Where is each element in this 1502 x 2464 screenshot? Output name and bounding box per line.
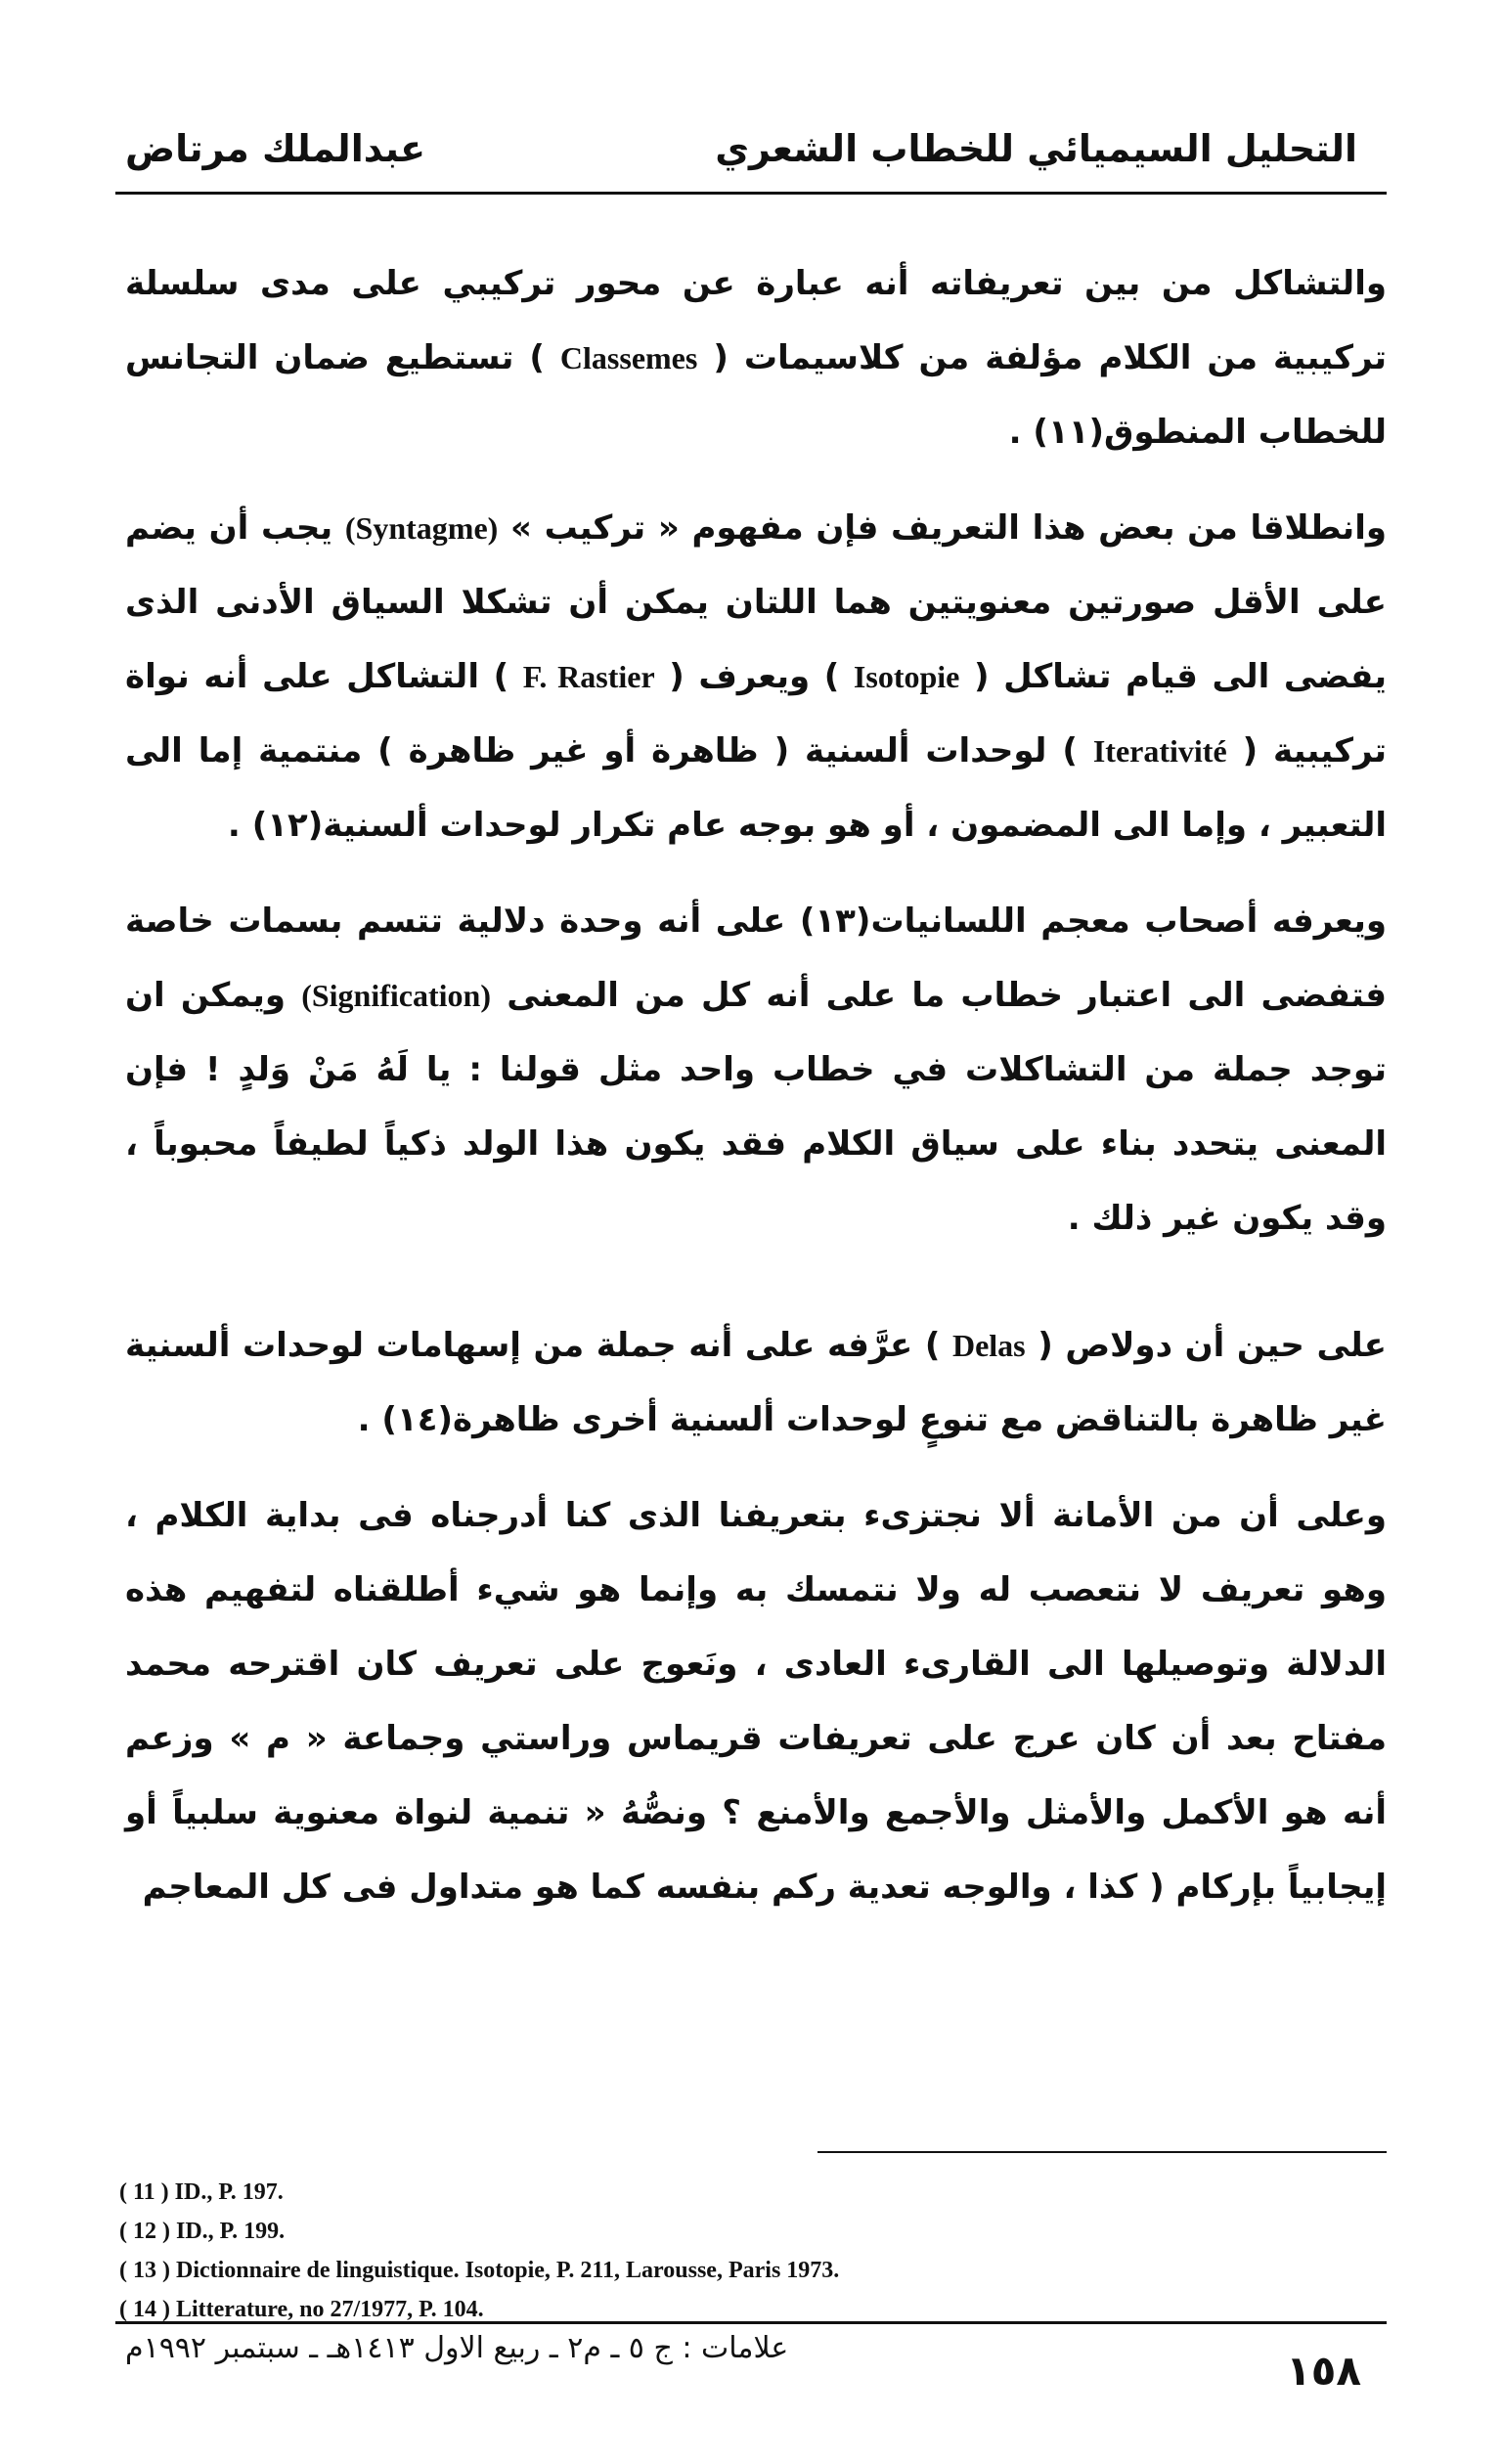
text-run: . xyxy=(357,1400,382,1439)
latin-term: Isotopie xyxy=(853,659,960,694)
text-run: ) تستطيع ضمان التجانس للخطاب المنطوق xyxy=(125,338,1387,452)
latin-term: F. Rastier xyxy=(522,659,655,694)
paragraph-1 xyxy=(125,246,1387,469)
page-number: ١٥٨ xyxy=(1286,2347,1361,2395)
text-run: على حين أن دولاص ( xyxy=(1025,1326,1387,1365)
footnote-ref: (١٣) xyxy=(799,902,871,941)
paragraph-2 xyxy=(125,491,1387,862)
paragraph-5 xyxy=(125,1478,1387,1924)
footnote: ( 12 ) ID., P. 199. xyxy=(119,2219,286,2244)
footnote: ( 11 ) ID., P. 197. xyxy=(119,2179,284,2205)
text-run: على أنه وحدة دلالية تتسم بسمات خاصة فتفضى الى اعتبار خطاب ما على أنه كل من المعنى xyxy=(125,902,1387,1015)
footnote-ref: (١٢) xyxy=(251,806,324,845)
latin-term: Iterativité xyxy=(1092,733,1227,769)
footnote-rule xyxy=(817,2151,1387,2153)
text-run: . xyxy=(1008,413,1034,452)
text-run: ) عرَّفه على أنه جملة من إسهامات لوحدات ألسنية غير ظاهرة بالتناقض مع تنوعٍ لوحدات ألسنية أخرى ظاهرة xyxy=(125,1326,1387,1439)
latin-term: (Signification) xyxy=(301,978,491,1013)
latin-term: Delas xyxy=(951,1328,1026,1363)
header-rule xyxy=(115,192,1387,195)
text-run: ويعرفه أصحاب معجم اللسانيات xyxy=(870,902,1387,941)
footnotes xyxy=(119,2173,1195,2329)
journal-info: علامات : ج ٥ ـ م٢ ـ ربيع الاول ١٤١٣هـ ـ سبتمبر ١٩٩٢م xyxy=(125,2331,789,2365)
text-run: ) لوحدات ألسنية ( ظاهرة أو غير ظاهرة ) منتمية إما الى التعبير ، وإما الى المضمون ، أو هو بوجه عام تكرار لوحدات ألسنية xyxy=(125,731,1387,845)
footnote-ref: (١٤) xyxy=(381,1400,454,1439)
footnote-ref: (١١) xyxy=(1033,413,1105,452)
running-header-author: عبدالملك مرتاض xyxy=(125,127,426,170)
text-run: ) ويعرف ( xyxy=(654,657,854,696)
paragraph-3 xyxy=(125,884,1387,1255)
text-run: ) التشاكل على أنه نواة تركيبية ( xyxy=(125,657,1387,770)
text-run: . xyxy=(227,806,252,845)
footer-rule xyxy=(115,2321,1387,2324)
latin-term: (Syntagme) xyxy=(344,510,499,546)
paragraph-4 xyxy=(125,1308,1387,1457)
latin-term: Classemes xyxy=(559,340,698,375)
text-run: يجب أن يضم على الأقل صورتين معنويتين هما اللتان يمكن أن تشكلا السياق الأدنى الذى يفضى الى قيام تشاكل ( xyxy=(125,508,1388,696)
text-run: وعلى أن من الأمانة ألا نجتزىء بتعريفنا الذى كنا أدرجناه فى بداية الكلام ، وهو تعريف لا نتعصب له ولا نتمسك به وإنما هو شيء أطلقناه لتفهيم هذه الدلالة وتوصيلها الى القارىء العادى ، ونَعوج على تعريف كان اقترحه محمد مفتاح بعد أن كان عرج على تعريفات قريماس وراستي وجماعة « م » وزعم أنه هو الأكمل والأمثل والأجمع والأمنع ؟ ونصُّهُ « تنمية لنواة معنوية سلبياً أو إيجابياً بإركام ( كذا ، والوجه تعدية ركم بنفسه كما هو متداول فى كل المعاجم xyxy=(125,1496,1387,1907)
footnote: ( 14 ) Litterature, no 27/1977, P. 104. xyxy=(119,2297,484,2322)
text-run: والتشاكل من بين تعريفاته أنه عبارة عن محور تركيبي على مدى سلسلة تركيبية من الكلام مؤلفة من كلاسيمات ( xyxy=(125,264,1387,377)
footnote: ( 13 ) Dictionnaire de linguistique. Isotopie, P. 211, Larousse, Paris 1973. xyxy=(119,2258,840,2283)
body-text xyxy=(125,246,1387,1924)
running-header-title: التحليل السيميائي للخطاب الشعري xyxy=(715,127,1357,170)
text-run: وانطلاقا من بعض هذا التعريف فإن مفهوم « تركيب » xyxy=(498,508,1387,548)
text-run: ويمكن ان توجد جملة من التشاكلات في خطاب واحد مثل قولنا : يا لَهُ مَنْ وَلدٍ ! فإن المعنى يتحدد بناء على سياق الكلام فقد يكون هذا الولد ذكياً لطيفاً محبوباً ، وقد يكون غير ذلك . xyxy=(125,976,1387,1238)
